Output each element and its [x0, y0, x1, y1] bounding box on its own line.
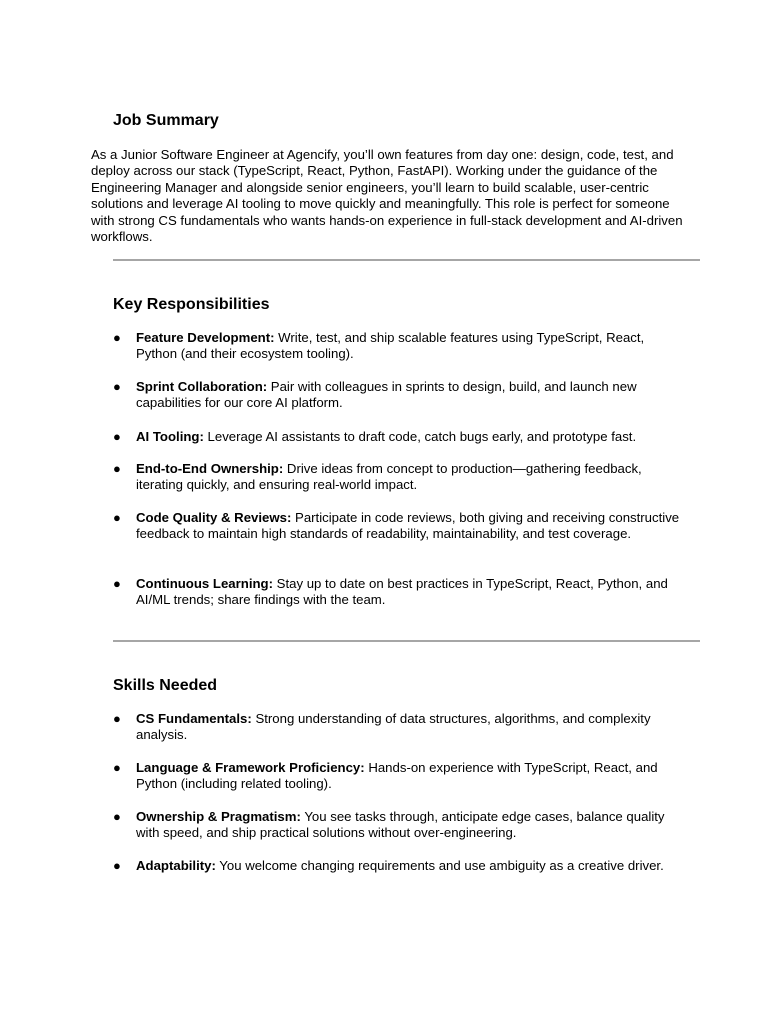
list-item	[113, 429, 683, 445]
list-item	[113, 858, 683, 874]
item-label: Continuous Learning:	[136, 576, 273, 591]
item-label: AI Tooling:	[136, 429, 204, 444]
bullet-icon: ●	[113, 809, 121, 824]
list-item	[113, 510, 683, 543]
list-item-text	[136, 760, 683, 793]
item-description: Strong understanding of data structures, algorithms, and complexity analysis.	[136, 711, 651, 743]
item-label: Adaptability:	[136, 858, 216, 873]
section-divider	[113, 640, 700, 642]
list-item-text	[136, 330, 683, 363]
list-item	[113, 809, 683, 842]
list-item	[113, 760, 683, 793]
list-item-text	[136, 461, 683, 494]
item-description: Pair with colleagues in sprints to design, build, and launch new capabilities for our core AI platform.	[136, 379, 637, 411]
item-description: Drive ideas from concept to production—gathering feedback, iterating quickly, and ensuring real-world impact.	[136, 461, 642, 493]
item-label: Ownership & Pragmatism:	[136, 809, 301, 824]
list-item-text	[136, 379, 683, 412]
list-item-text	[136, 576, 683, 609]
list-item-text	[136, 809, 683, 842]
list-item	[113, 330, 683, 363]
list-item-text	[136, 429, 683, 445]
item-description: Stay up to date on best practices in TypeScript, React, Python, and AI/ML trends; share findings with the team.	[136, 576, 668, 608]
list-item	[113, 379, 683, 412]
bullet-icon: ●	[113, 858, 121, 873]
item-description: Hands-on experience with TypeScript, React, and Python (including related tooling).	[136, 760, 658, 792]
key-responsibilities-heading: Key Responsibilities	[113, 296, 270, 313]
bullet-icon: ●	[113, 429, 121, 444]
list-item-text	[136, 711, 683, 744]
list-item-text	[136, 858, 683, 874]
item-label: Code Quality & Reviews:	[136, 510, 292, 525]
item-description: Leverage AI assistants to draft code, catch bugs early, and prototype fast.	[203, 429, 637, 444]
list-item-text	[136, 510, 683, 543]
item-label: Language & Framework Proficiency:	[136, 760, 365, 775]
list-item	[113, 461, 683, 494]
item-label: Sprint Collaboration:	[136, 379, 268, 394]
item-description: Write, test, and ship scalable features using TypeScript, React, Python (and their ecosystem tooling).	[136, 330, 645, 362]
item-description: Participate in code reviews, both giving and receiving constructive feedback to maintain high standards of readability, maintainability, and test coverage.	[136, 510, 680, 542]
list-item	[113, 711, 683, 744]
job-summary-heading: Job Summary	[113, 112, 219, 129]
bullet-icon: ●	[113, 711, 121, 726]
skills-needed-heading: Skills Needed	[113, 677, 218, 694]
bullet-icon: ●	[113, 379, 121, 394]
bullet-icon: ●	[113, 461, 121, 476]
item-label: CS Fundamentals:	[136, 711, 252, 726]
item-description: You see tasks through, anticipate edge cases, balance quality with speed, and ship practical solutions without over-engineering.	[136, 809, 665, 841]
item-label: Feature Development:	[136, 330, 275, 345]
bullet-icon: ●	[113, 760, 121, 775]
bullet-icon: ●	[113, 330, 121, 345]
bullet-icon: ●	[113, 576, 121, 591]
item-description: You welcome changing requirements and use ambiguity as a creative driver.	[215, 858, 664, 873]
item-label: End-to-End Ownership:	[136, 461, 284, 476]
bullet-icon: ●	[113, 510, 121, 525]
section-divider	[113, 259, 700, 261]
list-item	[113, 576, 683, 609]
job-summary-text: As a Junior Software Engineer at Agencify, you’ll own features from day one: design, code, test, and deploy across our stack (TypeScript, React, Python, FastAPI). Working under the guidance of the Engineering Manager and alongside senior engineers, you’ll learn to build scalable, user-centric solutions and leverage AI tooling to move quickly and meaningfully. This role is perfect for someone with strong CS fundamentals who wants hands-on experience in full-stack development and AI-driven workflows.	[91, 147, 683, 245]
